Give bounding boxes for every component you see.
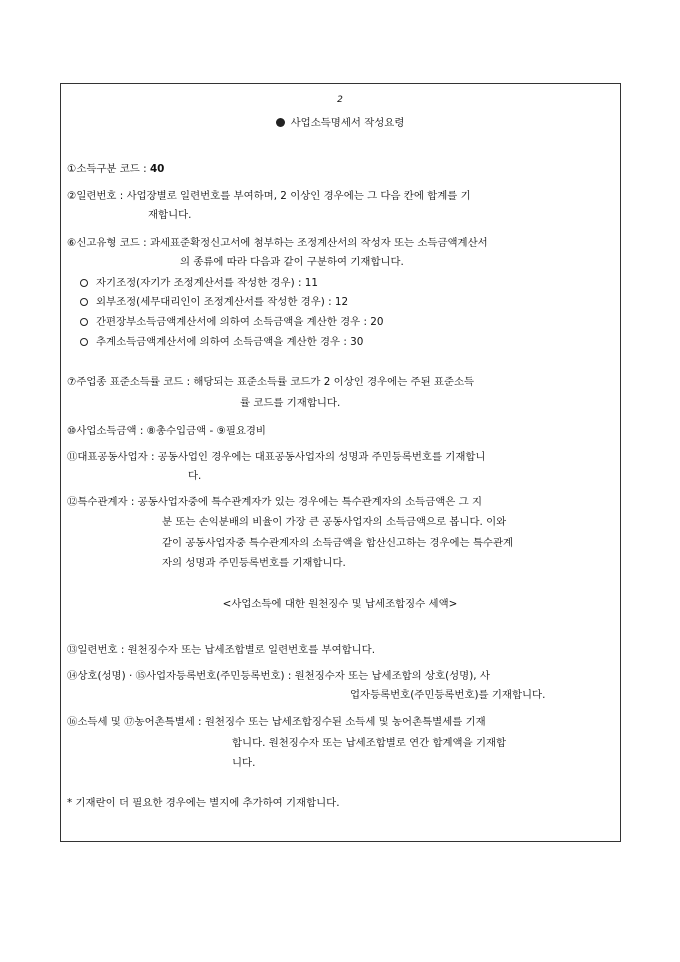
circle-bullet-icon: [80, 338, 88, 346]
tax-line-3: 니다.: [232, 757, 256, 769]
seq-line-2: 재합니다.: [148, 209, 192, 221]
code-label: ①소득구분 코드 :: [67, 163, 150, 175]
industry-line-1: ⑦주업종 표준소득률 코드 : 해당되는 표준소득률 코드가 2 이상인 경우에는 주된 표준소득: [67, 376, 475, 388]
bullet-icon: [276, 118, 285, 127]
type-line-2: 의 종류에 따라 다음과 같이 구분하여 기재합니다.: [180, 256, 404, 268]
type-option-2: [80, 295, 348, 309]
tax-line-1: ⑯소득세 및 ⑰농어촌특별세 : 원천징수 또는 납세조합징수된 소득세 및 농어촌특별세를 기재: [67, 716, 486, 728]
page-title: [0, 116, 680, 130]
footnote: * 기재란이 더 필요한 경우에는 별지에 추가하여 기재합니다.: [67, 797, 340, 809]
title-text: 사업소득명세서 작성요령: [290, 117, 405, 129]
code-line: [67, 162, 164, 176]
seq-line-1: ②일련번호 : 사업장별로 일련번호를 부여하며, 2 이상인 경우에는 그 다음 칸에 합계를 기: [67, 190, 471, 202]
tax-line-2: 합니다. 원천징수자 또는 납세조합별로 연간 합계액을 기재합: [232, 737, 507, 749]
type-option-3: [80, 315, 383, 329]
type-option-1-text: 자기조정(자기가 조정계산서를 작성한 경우) : 11: [96, 277, 319, 289]
type-option-1: [80, 276, 318, 290]
page-number: 2: [337, 95, 343, 105]
industry-line-2: 률 코드를 기재합니다.: [240, 397, 341, 409]
special-line-2: 분 또는 손익분배의 비율이 가장 큰 공동사업자의 소득금액으로 봅니다. 이와: [162, 516, 507, 528]
special-line-1: ⑫특수관계자 : 공동사업자중에 특수관계자가 있는 경우에는 특수관계자의 소득금액은 그 지: [67, 496, 482, 508]
circle-bullet-icon: [80, 318, 88, 326]
rep-line-2: 다.: [188, 470, 202, 482]
circle-bullet-icon: [80, 279, 88, 287]
type-option-3-text: 간편장부소득금액계산서에 의하여 소득금액을 계산한 경우 : 20: [96, 316, 384, 328]
type-option-2-text: 외부조정(세무대리인이 조정계산서를 작성한 경우) : 12: [96, 296, 349, 308]
type-option-4-text: 추계소득금액계산서에 의하여 소득금액을 계산한 경우 : 30: [96, 336, 364, 348]
name-line-2: 업자등록번호(주민등록번호)를 기재합니다.: [350, 689, 546, 701]
section-title: <사업소득에 대한 원천징수 및 납세조합징수 세액>: [222, 598, 458, 610]
income-line: ⑩사업소득금액 : ⑧총수입금액 - ⑨필요경비: [67, 425, 266, 437]
rep-line-1: ⑪대표공동사업자 : 공동사업인 경우에는 대표공동사업자의 성명과 주민등록번호를 기재합니: [67, 451, 486, 463]
special-line-4: 자의 성명과 주민등록번호를 기재합니다.: [162, 557, 346, 569]
type-line-1: ⑥신고유형 코드 : 과세표준확정신고서에 첨부하는 조정계산서의 작성자 또는 소득금액계산서: [67, 237, 488, 249]
special-line-3: 같이 공동사업자중 특수관계자의 소득금액을 합산신고하는 경우에는 특수관계: [162, 537, 514, 549]
circle-bullet-icon: [80, 298, 88, 306]
code-value: 40: [149, 163, 165, 175]
type-option-4: [80, 335, 363, 349]
seq2-line: ⑬일련번호 : 원천징수자 또는 납세조합별로 일련번호를 부여합니다.: [67, 644, 376, 656]
name-line-1: ⑭상호(성명) · ⑮사업자등록번호(주민등록번호) : 원천징수자 또는 납세조합의 상호(성명), 사: [67, 670, 490, 682]
